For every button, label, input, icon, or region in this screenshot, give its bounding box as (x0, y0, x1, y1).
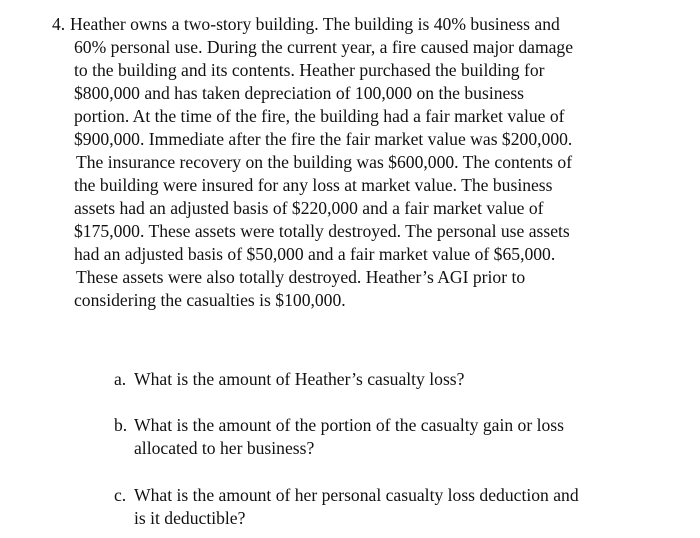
question-a-text: What is the amount of Heather’s casualty loss? (134, 369, 465, 389)
problem-number: 4. (52, 14, 66, 34)
problem-line: $175,000. These assets were totally destroyed. The personal use assets (74, 221, 570, 241)
problem-line: considering the casualties is $100,000. (74, 290, 346, 310)
question-c-text: What is the amount of her personal casualty loss deduction and (134, 485, 579, 505)
problem-line: 60% personal use. During the current year, a fire caused major damage (74, 37, 574, 57)
question-c-letter: c. (114, 485, 127, 505)
problem-line: Heather owns a two-story building. The building is 40% business and (70, 14, 560, 34)
problem-line: to the building and its contents. Heather purchased the building for (74, 60, 545, 80)
problem-line: These assets were also totally destroyed. Heather’s AGI prior to (76, 267, 526, 287)
problem-line: portion. At the time of the fire, the building had a fair market value of (74, 106, 565, 126)
question-b-letter: b. (114, 415, 128, 435)
problem-line: assets had an adjusted basis of $220,000 and a fair market value of (74, 198, 544, 218)
problem-line: The insurance recovery on the building was $600,000. The contents of (76, 152, 573, 172)
question-a-letter: a. (114, 369, 127, 389)
problem-line: $900,000. Immediate after the fire the fair market value was $200,000. (74, 129, 573, 149)
problem-line: $800,000 and has taken depreciation of 100,000 on the business (74, 83, 525, 103)
problem-line: the building were insured for any loss at market value. The business (74, 175, 553, 195)
question-b-text-cont: allocated to her business? (134, 438, 315, 458)
question-b-text: What is the amount of the portion of the casualty gain or loss (134, 415, 564, 435)
problem-line: had an adjusted basis of $50,000 and a fair market value of $65,000. (74, 244, 556, 264)
question-c-text-cont: is it deductible? (134, 508, 246, 528)
